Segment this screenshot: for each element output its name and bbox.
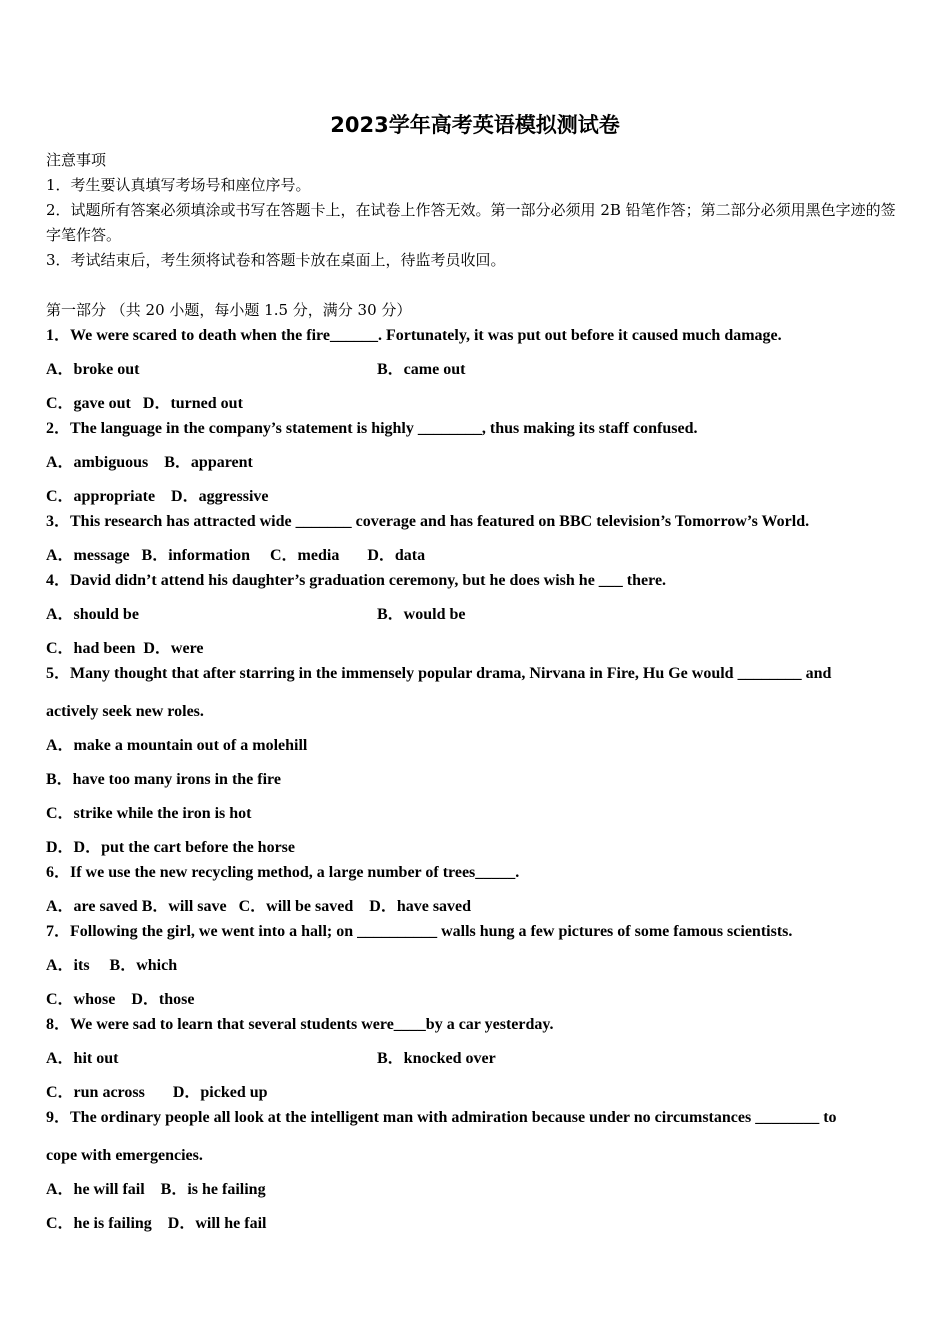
question-8-option-a: A．hit out — [46, 1050, 119, 1067]
notice-item-3: 3．考试结束后，考生须将试卷和答题卡放在桌面上，待监考员收回。 — [46, 251, 506, 269]
section-heading: 第一部分 （共 20 小题，每小题 1.5 分，满分 30 分） — [46, 301, 412, 319]
question-4-option-a: A．should be — [46, 606, 139, 623]
question-9-stem-line-2: cope with emergencies. — [46, 1147, 203, 1164]
question-8-options-cd: C．run across D．picked up — [46, 1084, 268, 1101]
question-1-option-a: A．broke out — [46, 361, 140, 378]
question-9-stem-line-1: 9．The ordinary people all look at the intelligent man with admiration because under no circumstances ________ to — [46, 1109, 837, 1126]
question-4-stem: 4．David didn’t attend his daughter’s graduation ceremony, but he does wish he ___ there. — [46, 572, 667, 589]
question-2-options-ab: A．ambiguous B．apparent — [46, 454, 253, 471]
question-4-option-b: B．would be — [377, 606, 466, 623]
question-6-stem: 6．If we use the new recycling method, a large number of trees_____. — [46, 864, 520, 881]
question-3-options: A．message B．information C．media D．data — [46, 547, 426, 564]
question-5-option-d: D．D．put the cart before the horse — [46, 839, 295, 856]
question-9-options-cd: C．he is failing D．will he fail — [46, 1215, 267, 1232]
question-5-option-b: B．have too many irons in the fire — [46, 771, 281, 788]
notice-item-2: 2．试题所有答案必须填涂或书写在答题卡上，在试卷上作答无效。第一部分必须用 2B 铅笔作答；第二部分必须用黑色字迹的签字笔作答。 — [46, 201, 896, 244]
question-3-stem: 3．This research has attracted wide _______ coverage and has featured on BBC television’s Tomorrow’s World. — [46, 513, 810, 530]
question-9-options-ab: A．he will fail B．is he failing — [46, 1181, 266, 1198]
question-4-options-cd: C．had been D．were — [46, 640, 204, 657]
question-1-stem: 1．We were scared to death when the fire______. Fortunately, it was put out before it caused much damage. — [46, 327, 782, 344]
question-7-stem: 7．Following the girl, we went into a hall; on __________ walls hung a few pictures of some famous scientists. — [46, 923, 793, 940]
question-7-options-ab: A．its B．which — [46, 957, 178, 974]
question-5-option-a: A．make a mountain out of a molehill — [46, 737, 308, 754]
question-1-option-b: B．came out — [377, 361, 466, 378]
question-6-options: A．are saved B．will save C．will be saved D．have saved — [46, 898, 472, 915]
question-7-options-cd: C．whose D．those — [46, 991, 195, 1008]
notice-item-1: 1．考生要认真填写考场号和座位序号。 — [46, 176, 311, 194]
question-5-stem-line-1: 5．Many thought that after starring in the immensely popular drama, Nirvana in Fire, Hu Ge would ________ and — [46, 665, 832, 682]
question-5-stem-line-2: actively seek new roles. — [46, 703, 204, 720]
notice-heading: 注意事项 — [46, 151, 107, 169]
question-2-options-cd: C．appropriate D．aggressive — [46, 488, 269, 505]
question-5-option-c: C．strike while the iron is hot — [46, 805, 252, 822]
question-8-option-b: B．knocked over — [377, 1050, 496, 1067]
question-2-stem: 2．The language in the company’s statement is highly ________, thus making its staff confused. — [46, 420, 698, 437]
question-8-stem: 8．We were sad to learn that several students were____by a car yesterday. — [46, 1016, 554, 1033]
question-1-options-cd: C．gave out D．turned out — [46, 395, 243, 412]
page-title: 2023学年高考英语模拟测试卷 — [330, 113, 620, 137]
